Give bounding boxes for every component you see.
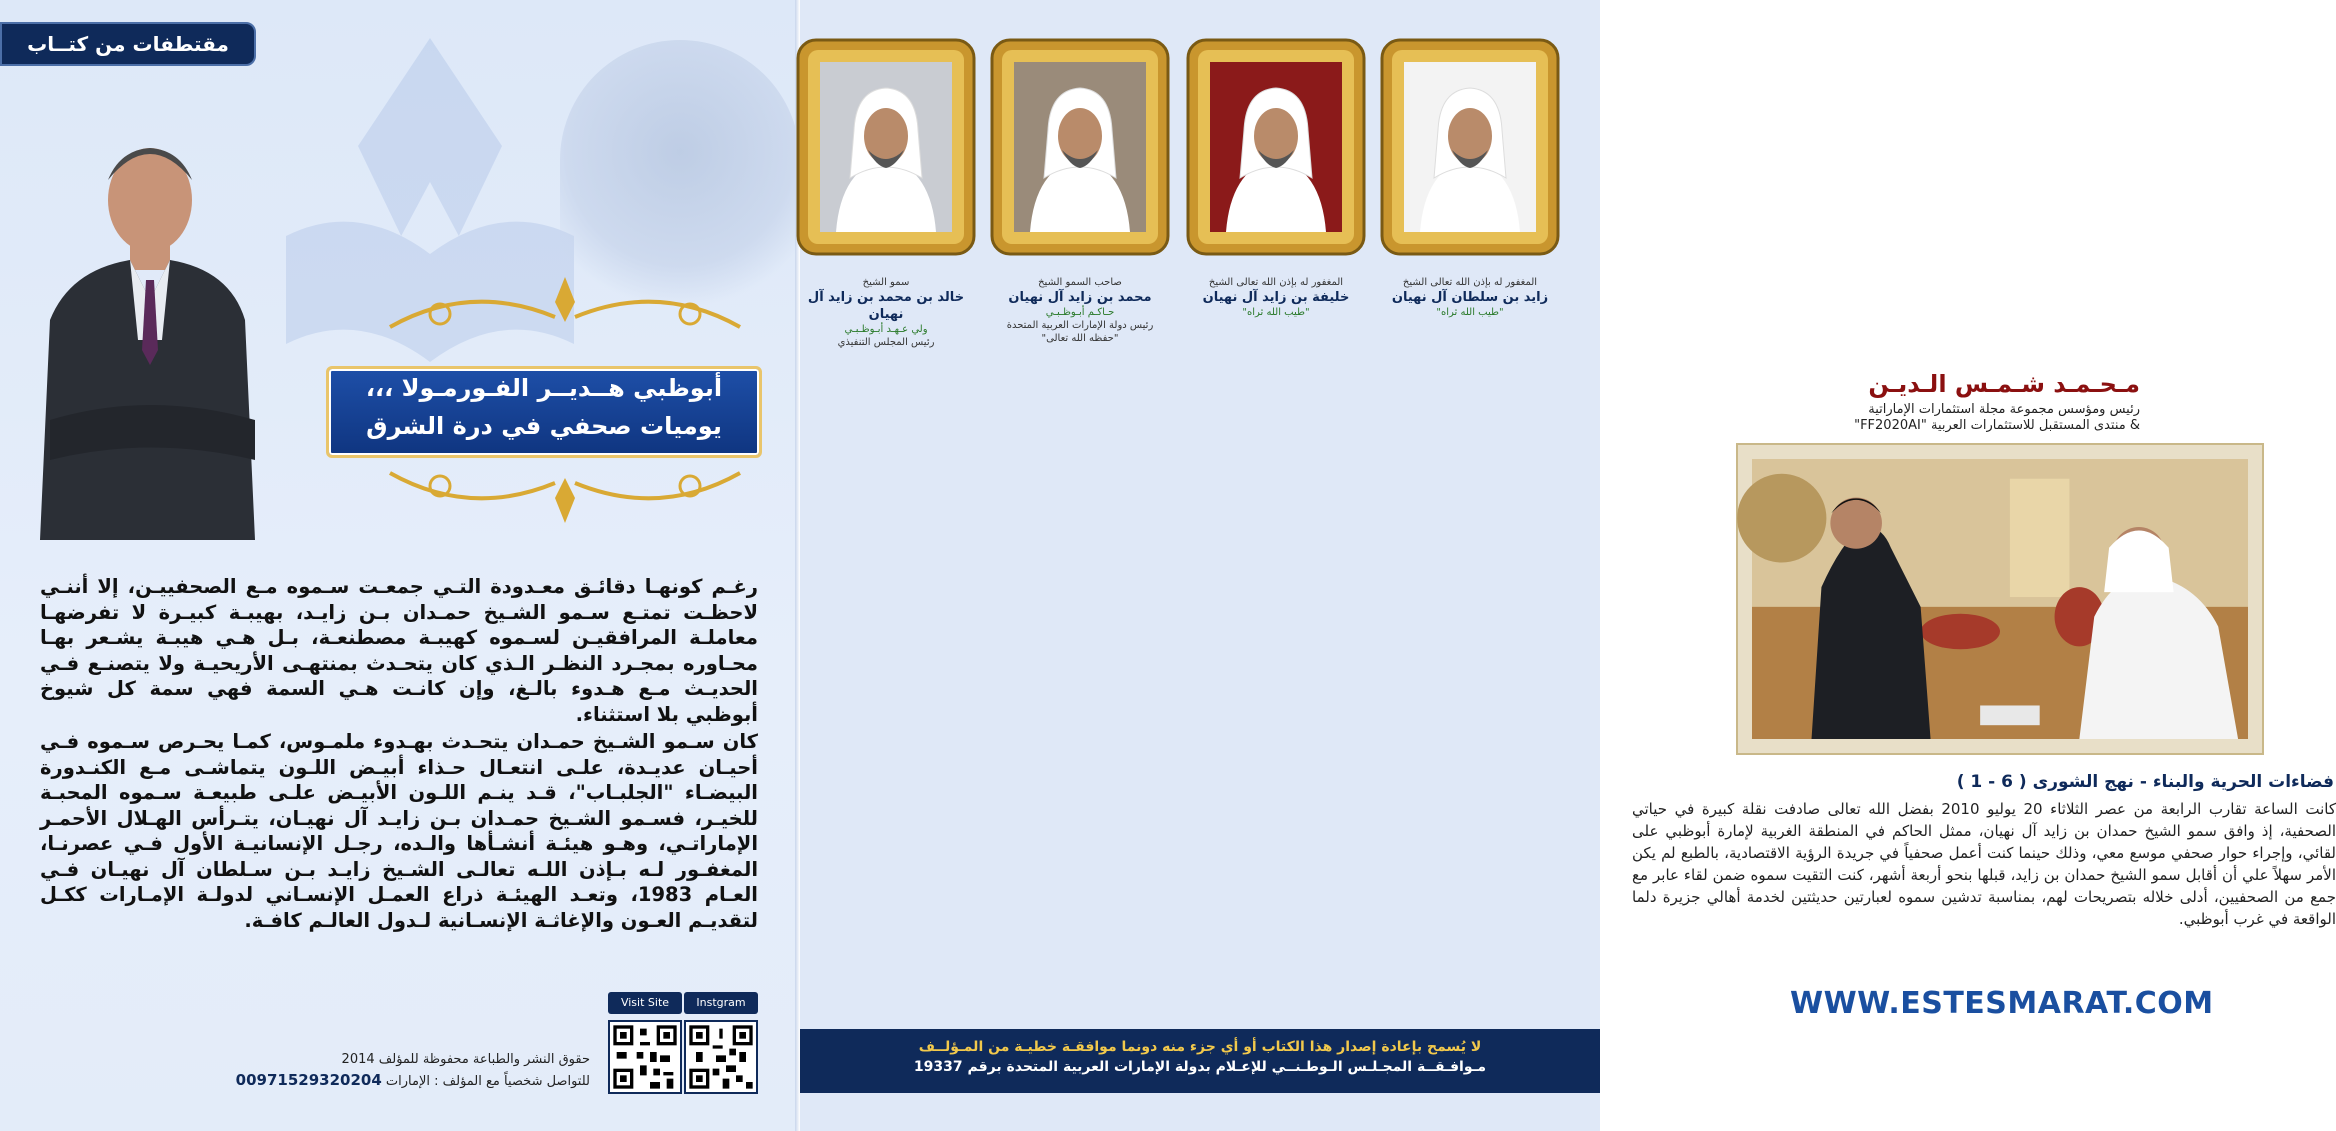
right-body-text: كانت الساعة تقارب الرابعة من عصر الثلاثاء 20 يوليو 2010 بفضل الله تعالى صادفت نقلة كبيرة في حياتي الصحفية، إذ وافق سمو الشيخ حمدان بن زايد آل نهيان، ممثل الحاكم في المنطقة الغربية لإمارة أبوظبي على لقائي، وإجراء حوار صحفي موسع معي، وذلك حينما كنت أعمل صحفياً في جريدة الرؤية الاقتصادية، بالطبع لم يكن الأمر سهلاً علي أن أقابل سمو الشيخ حمدان بن زايد، قبلها بنحو أربعة أشهر، كنت التقيت سموه ضمن لقاء عابر مع جمع من الصحفيين، أدلى خلاله بتصريحات لهم، بمناسبة تدشين سموه لعبارتين حديثتين لخدمة أهالي جزيرة دلما الواقعة في غرب أبوظبي.	[1632, 800, 2336, 928]
leader-title: صاحب السمو الشيخ	[1038, 277, 1122, 288]
contact-label: للتواصل شخصياً مع المؤلف : الإمارات	[385, 1074, 590, 1089]
left-page	[0, 0, 800, 1131]
leader-portrait	[990, 38, 1170, 256]
leader-caption	[796, 276, 976, 349]
excerpt-tag: مقتطفات من كتــاب	[0, 22, 256, 66]
interview-photo	[1736, 443, 2264, 755]
book-title-box	[326, 366, 762, 458]
leader-portrait	[1380, 38, 1560, 256]
book-title-line2: يوميات صحفي في درة الشرق	[366, 412, 722, 440]
website-link[interactable]: WWW.ESTESMARAT.COM	[1790, 986, 2214, 1021]
phone-number[interactable]: 00971529320204	[235, 1071, 382, 1089]
contact-line	[150, 1070, 590, 1092]
leader-caption	[990, 276, 1170, 345]
leader-name: محمد بن زايد آل نهيان	[1008, 290, 1152, 305]
rights-notice: لا يُسمح بإعادة إصدار هذا الكتاب أو أي جزء منه دونما موافقـة خطيـة من المـؤلــف	[918, 1039, 1482, 1055]
author-role-line1: رئيس ومؤسس مجموعة مجلة استثمارات الإماراتية	[1868, 402, 2140, 417]
left-paragraph: كان سـمو الشـيخ حمـدان يتحـدث بهـدوء ملمـوس، كمـا يحـرص سـموه فـي أحيـان عديـدة، علـى انتعـال حـذاء أبيـض اللـون يتماشـى مـع الكنـدورة البيضـاء "الجلبـاب"، قـد ينـم اللـون الأبيـض علـى طبيعـة سـموه المحبـة للخيـر، فسـمو الشـيخ حمـدان بـن زايـد آل نهيـان، يتـرأس الهـلال الأحمـر الإماراتـي، وهـو هيئـة أنشـأها والـده، رجـل الإنسانيـة الأول فـي عصرنـا، المغفـور لـه بـإذن اللـه تعالـى الشـيخ زايـد بـن سـلطان آل نهيـان فـي العـام 1983، وتعـد الهيئـة ذراع العمـل الإنسـاني لدولـة الإمـارات ككـل لتقديـم العـون والإغاثـة الإنسـانية لـدول العالـم كافـة.	[40, 730, 758, 932]
author-name: مـحـمـد شـمـس الـديـن	[1868, 370, 2140, 398]
leader-title: المغفور له بإذن الله تعالى الشيخ	[1208, 277, 1344, 288]
leader-name: زايد بن سلطان آل نهيان	[1391, 290, 1549, 305]
author-photo	[30, 120, 260, 540]
approval-notice: مـوافـقــة المجـلـس الـوطـنــي للإعـلام بدولة الإمارات العربية المتحدة برقم 19337	[913, 1059, 1487, 1075]
leader-role: "طيب الله ثراه"	[1436, 307, 1504, 318]
author-role	[1700, 402, 2140, 434]
visit-site-label: Visit Site	[608, 992, 682, 1014]
leader-role-2: رئيس دولة الإمارات العربية المتحدة	[1006, 320, 1154, 331]
qr-code-icon	[684, 1020, 758, 1094]
leader-name: خالد بن محمد بن زايد آل نهيان	[807, 290, 965, 322]
leader-title: سمو الشيخ	[862, 277, 910, 288]
gold-ornament-top	[380, 272, 750, 342]
leader-name: خليفة بن زايد آل نهيان	[1202, 290, 1350, 305]
rights-footer	[800, 1029, 1600, 1093]
leader-role-2: رئيس المجلس التنفيذي	[837, 337, 935, 348]
visit-site-qr[interactable]	[608, 992, 682, 1098]
right-page	[800, 0, 2336, 1131]
leader-role: ولي عـهـد أبـوظـبـي	[844, 324, 928, 335]
book-title-line1: أبوظبي هــديــر الفـورمـولا ،،،	[365, 374, 723, 402]
instagram-label: Instgram	[684, 992, 758, 1014]
author-role-line2: & منتدى المستقبل للاستثمارات العربية "FF2020AI"	[1854, 418, 2140, 433]
instagram-qr[interactable]	[684, 992, 758, 1098]
copyright-text: حقوق النشر والطباعة محفوظة للمؤلف 2014	[341, 1052, 590, 1067]
section-title: فضاءات الحرية والبناء - نهج الشورى ( 6 - 1 )	[1956, 772, 2334, 792]
leader-title: المغفور له بإذن الله تعالى الشيخ	[1402, 277, 1538, 288]
copyright-block	[150, 1050, 590, 1092]
leader-caption	[1186, 276, 1366, 319]
left-body-text	[40, 574, 758, 935]
leader-portrait	[1186, 38, 1366, 256]
leader-portrait	[796, 38, 976, 256]
leader-note: "حفظه الله تعالى"	[1041, 333, 1119, 344]
leader-caption	[1380, 276, 1560, 319]
qr-code-icon	[608, 1020, 682, 1094]
leader-role: "طيب الله ثراه"	[1242, 307, 1310, 318]
leader-role: حـاكـم أبـوظـبـي	[1045, 307, 1115, 318]
left-paragraph: رغـم كونهـا دقائـق معـدودة التـي جمعـت سـموه مـع الصحفييـن، إلا أننـي لاحظـت تمتـع سـمو الشـيخ حمـدان بـن زايـد، بهيبـة كبيـرة لا تفرضهـا معاملـة المرافقيـن لسـموه كهيبـة مصطنعـة، بـل هـي هيبـة يشـعر بهـا محـاوره بمجـرد النظـر الـذي كان يتحـدث بمنتهـى الأريحيـة ولا يتصنـع فـي الحديـث مـع هـدوء بالـغ، وإن كانـت هـي السمة فهي سمة كل شيوخ أبوظبي بلا استثناء.	[40, 575, 758, 726]
gold-ornament-bottom	[380, 458, 750, 528]
